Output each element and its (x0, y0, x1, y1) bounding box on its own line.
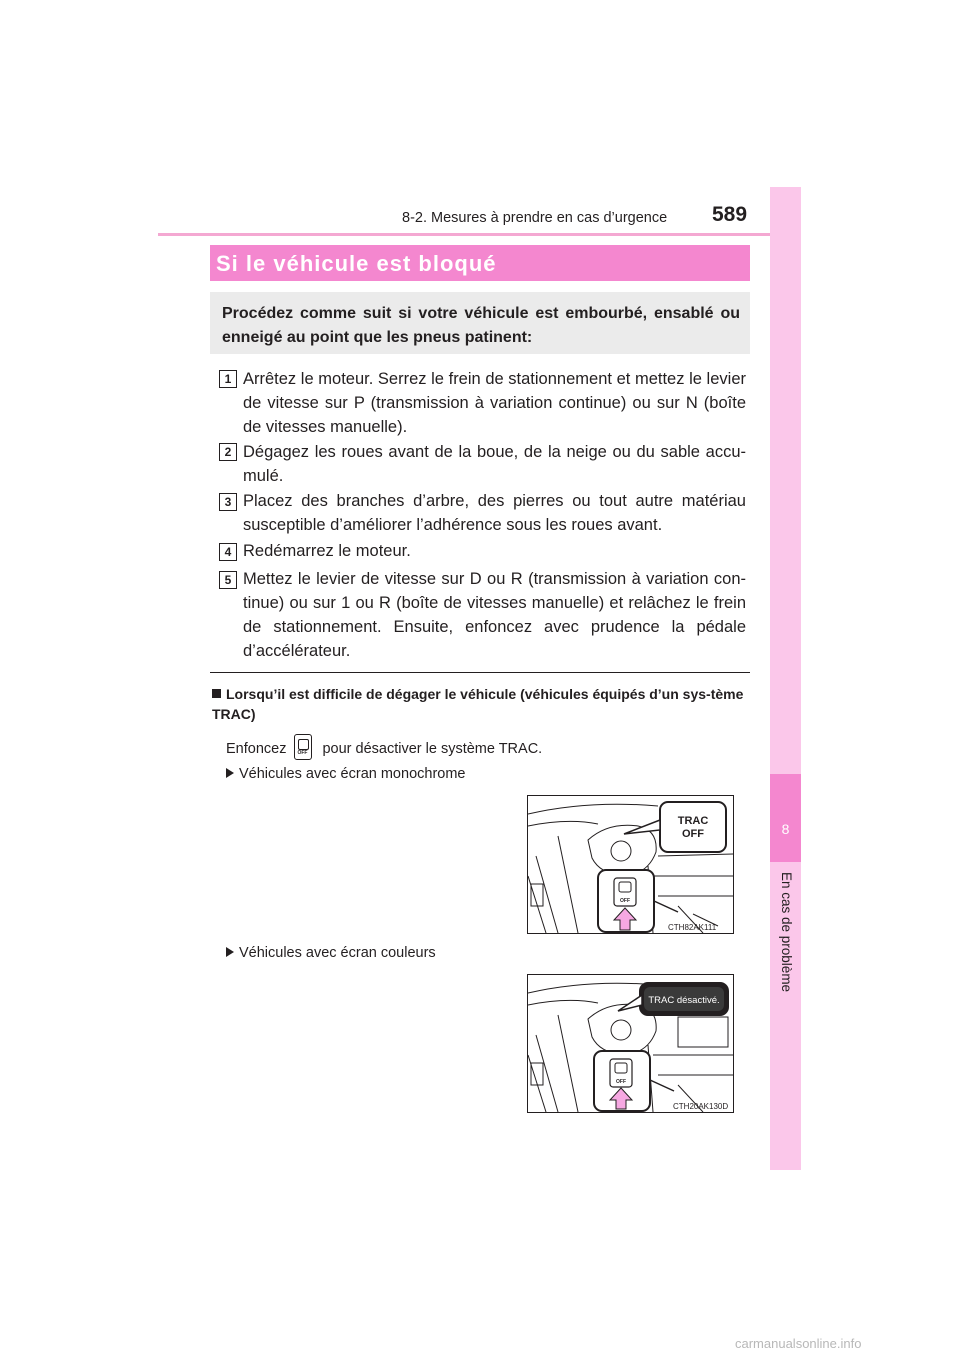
step-text: Placez des branches d’arbre, des pierres ou tout autre matériau susceptible d’améliorer l’adhérence sous les roues avant. (243, 492, 746, 534)
enfoncez-line (226, 736, 542, 762)
display-text-line1: TRAC (677, 815, 709, 827)
triangle-bullet-icon (226, 768, 234, 778)
enfoncez-before: Enfoncez (226, 740, 287, 757)
variant-label-color (226, 945, 436, 961)
note-heading (212, 684, 750, 724)
step-number: 4 (219, 543, 237, 561)
triangle-bullet-icon (226, 947, 234, 957)
illustration-code: CTH82AK111 (668, 923, 717, 932)
chapter-tab-marker (770, 774, 801, 862)
intro-text: Procédez comme suit si votre véhicule est embourbé, ensablé ou enneigé au point que les pneus patinent: (222, 305, 740, 346)
note-heading-text: Lorsqu’il est difficile de dégager le véhicule (véhicules équipés d’un sys-tème TRAC) (212, 686, 744, 722)
step-text: Dégagez les roues avant de la boue, de la neige ou du sable accu-mulé. (243, 443, 746, 485)
illustration-code: CTH20AK130D (673, 1102, 729, 1111)
variant-label-monochrome (226, 766, 465, 782)
step-number: 1 (219, 370, 237, 388)
section-reference: 8-2. Mesures à prendre en cas d’urgence (402, 210, 668, 226)
page-title: Si le véhicule est bloqué (216, 251, 497, 276)
button-label: OFF (620, 898, 630, 904)
header-rule (158, 233, 800, 236)
step-text: Mettez le levier de vitesse sur D ou R (transmission à variation con-tinue) ou sur 1 ou R (boîte de vitesses manuelle) et relâchez le frein de stationnement. Ensuite, enfoncez avec prudence la pédale d’accélérateur. (243, 570, 746, 660)
illustration-monochrome (527, 795, 734, 934)
display-text-line1: TRAC désactivé. (648, 995, 720, 1006)
step-text: Arrêtez le moteur. Serrez le frein de stationnement et mettez le levier de vitesse sur P (transmission à variation continue) ou sur N (boîte de vitesses manuelle). (243, 370, 746, 436)
step-number: 2 (219, 443, 237, 461)
trac-off-button-icon (294, 734, 312, 760)
illustration-color (527, 974, 734, 1113)
step-number: 5 (219, 571, 237, 589)
chapter-tab (770, 187, 801, 1170)
enfoncez-after: pour désactiver le système TRAC. (322, 740, 543, 757)
button-label: OFF (616, 1079, 626, 1085)
dashboard-drawing (528, 796, 733, 933)
watermark: carmanualsonline.info (735, 1336, 862, 1351)
display-text-line2: OFF (682, 828, 704, 840)
chapter-title: En cas de problème (779, 872, 794, 993)
section-divider (210, 672, 750, 673)
bullet-square-icon (212, 689, 221, 698)
variant-label-text: Véhicules avec écran couleurs (239, 945, 436, 961)
trac-off-button-label: OFF (297, 750, 308, 756)
step-text: Redémarrez le moteur. (243, 542, 411, 560)
page-number: 589 (712, 203, 748, 226)
dashboard-drawing (528, 975, 733, 1112)
step-number: 3 (219, 493, 237, 511)
chapter-number: 8 (781, 821, 790, 837)
variant-label-text: Véhicules avec écran monochrome (239, 766, 466, 782)
